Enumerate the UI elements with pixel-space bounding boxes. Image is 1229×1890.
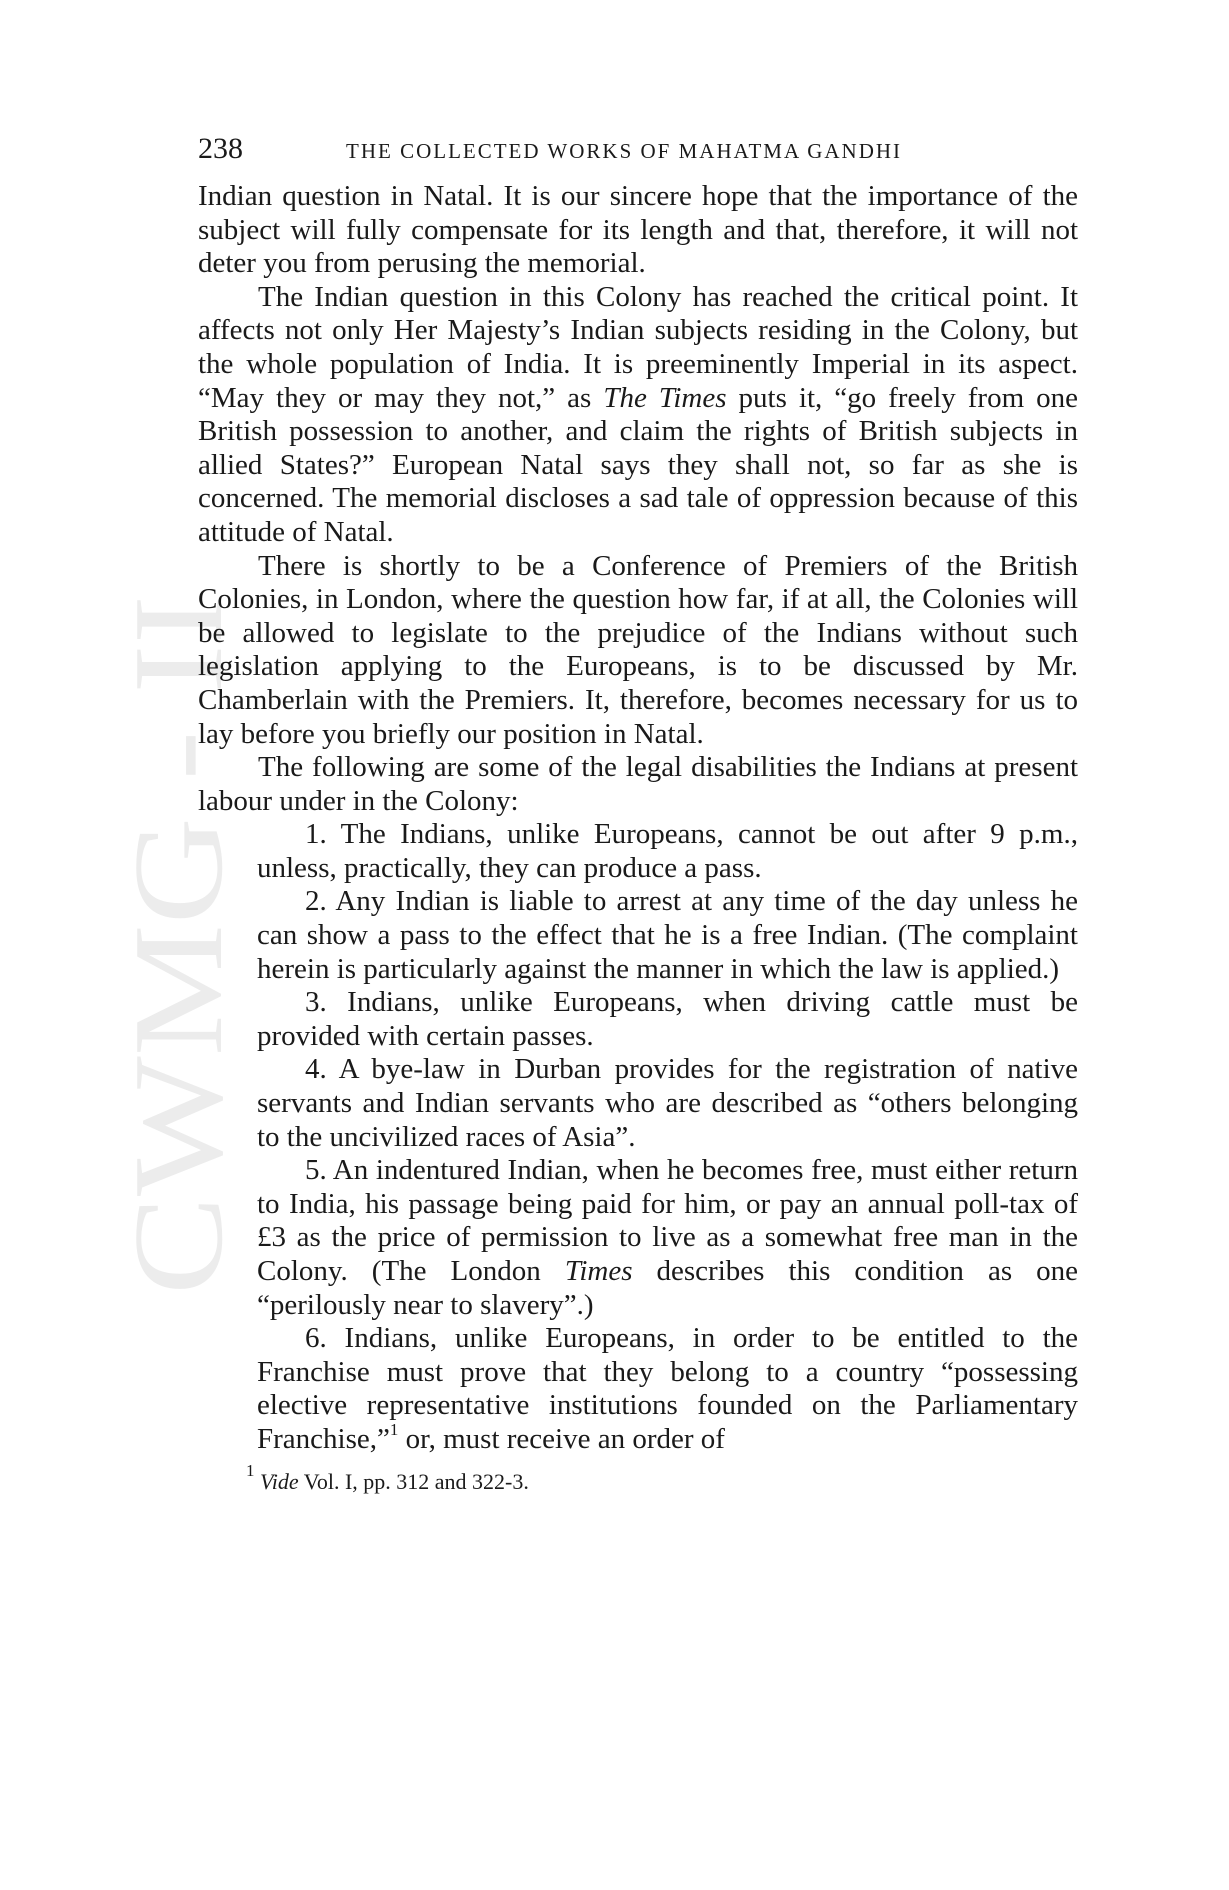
list-item-6-text-a: 6. Indians, unlike Europeans, in order to be entitled to the Franchise must prove that they belong to a country “possessing elective representative institutions founded on the Parliamentary Franchise,” xyxy=(257,1322,1078,1455)
paragraph-1: Indian question in Natal. It is our sincere hope that the importance of the subject will fully compensate for its length and that, therefore, it will not deter you from perusing the memorial. xyxy=(198,180,1078,280)
running-title: THE COLLECTED WORKS OF MAHATMA GANDHI xyxy=(346,139,903,163)
footnote-italic: Vide xyxy=(260,1468,299,1494)
list-item-1: 1. The Indians, unlike Europeans, cannot be out after 9 p.m., unless, practically, they can produce a pass. xyxy=(257,818,1078,884)
list-item-5-italic: Times xyxy=(564,1255,633,1287)
page-number: 238 xyxy=(198,132,243,165)
list-item-6-text-b: or, must receive an order of xyxy=(398,1422,725,1455)
list-item-3: 3. Indians, unlike Europeans, when driving cattle must be provided with certain passes. xyxy=(257,986,1078,1052)
paragraph-2-italic: The Times xyxy=(603,381,727,414)
paragraph-2-text-b: puts it, “go freely from one British possession to another, and claim the rights of British subjects in allied States?” European Natal says they shall not, so far as she is concerned. The memorial discloses a sad tale of oppression because of this attitude of Natal. xyxy=(198,381,1079,548)
footnote-reference: 1 xyxy=(389,1419,399,1439)
list-item-6 xyxy=(257,1322,1078,1456)
list-item-5-text-b: describes this condition as one “perilously near to slavery”.) xyxy=(257,1255,1078,1321)
list-item-5-text-a: 5. An indentured Indian, when he becomes free, must either return to India, his passage being paid for him, or pay an annual poll-tax of £3 as the price of permission to live as a somewhat free man in the Colony. (The London xyxy=(257,1154,1078,1287)
footnote-text: Vol. I, pp. 312 and 322-3. xyxy=(298,1468,529,1494)
disabilities-list xyxy=(198,818,1078,1456)
paragraph-2-text-a: The Indian question in this Colony has reached the critical point. It affects not only Her Majesty’s Indian subjects residing in the Colony, but the whole population of India. It is preeminently Imperial in its aspect. “May they or may they not,” as xyxy=(198,280,1078,414)
watermark-text: CWMG - II xyxy=(107,690,249,1295)
list-item-4: 4. A bye-law in Durban provides for the registration of native servants and Indian servants who are described as “others belonging to the uncivilized races of Asia”. xyxy=(257,1053,1078,1153)
paragraph-3: There is shortly to be a Conference of Premiers of the British Colonies, in London, where the question how far, if at all, the Colonies will be allowed to legislate to the prejudice of the Indians without such legislation applying to the Europeans, is to be discussed by Mr. Chamberlain with the Premiers. It, therefore, becomes necessary for us to lay before you briefly our position in Natal. xyxy=(198,549,1078,750)
page-content xyxy=(198,132,1078,1495)
list-item-2: 2. Any Indian is liable to arrest at any time of the day unless he can show a pass to the effect that he is a free Indian. (The complaint herein is particularly against the manner in which the law is applied.) xyxy=(257,885,1078,985)
paragraph-4: The following are some of the legal disabilities the Indians at present labour under in the Colony: xyxy=(198,751,1078,817)
page-header xyxy=(198,132,1078,166)
paragraph-2 xyxy=(198,281,1078,550)
footnote xyxy=(198,1460,1078,1495)
footnote-marker: 1 xyxy=(246,1460,255,1480)
list-item-5 xyxy=(257,1154,1078,1322)
